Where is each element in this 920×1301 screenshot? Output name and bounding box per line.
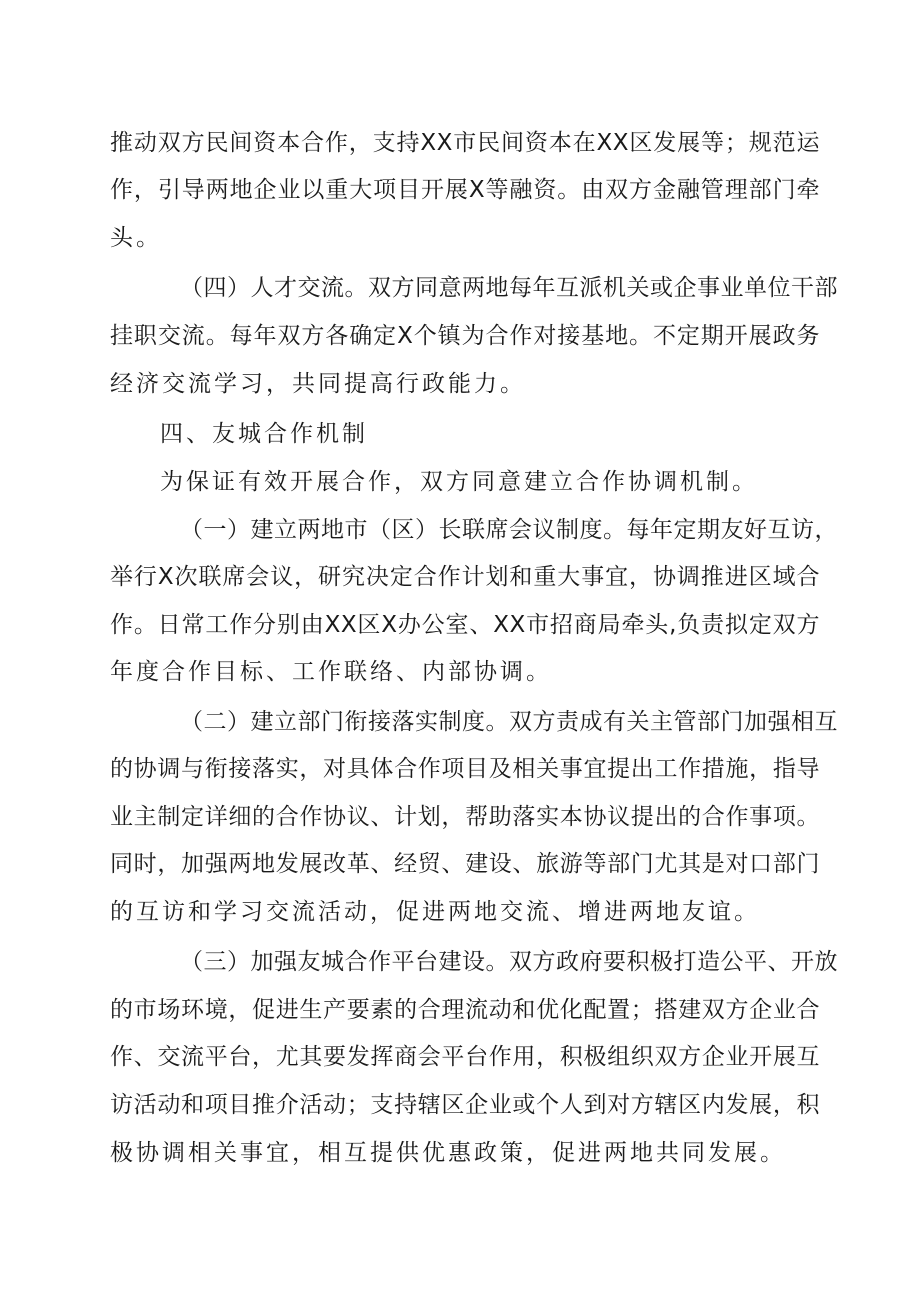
text-line-22: 极协调相关事宜，相互提供优惠政策，促进两地共同发展。 [110, 1140, 786, 1166]
text-line-8: 为保证有效开展合作，双方同意建立合作协调机制。 [160, 469, 758, 495]
text-line-11: 作。日常工作分别由XX区X办公室、XX市招商局牵头,负责拟定双方 [110, 612, 820, 638]
text-line-5: 挂职交流。每年双方各确定X个镇为合作对接基地。不定期开展政务 [110, 323, 820, 349]
text-line-20: 作、交流平台，尤其要发挥商会平台作用，积极组织双方企业开展互 [110, 1044, 820, 1070]
text-line-1: 推动双方民间资本合作，支持XX市民间资本在XX区发展等；规范运 [110, 130, 820, 156]
text-line-12: 年度合作目标、工作联络、内部协调。 [110, 659, 552, 685]
section-4-talent-exchange: （四）人才交流。双方同意两地每年互派机关或企事业单位干部 [180, 275, 838, 301]
subsection-2: （二）建立部门衔接落实制度。双方责成有关主管部门加强相互 [180, 709, 838, 735]
text-line-17: 的互访和学习交流活动，促进两地交流、增进两地友谊。 [110, 899, 760, 925]
text-line-10: 举行X次联席会议，研究决定合作计划和重大事宜，协调推进区域合 [110, 564, 820, 590]
text-line-15: 业主制定详细的合作协议、计划，帮助落实本协议提出的合作事项。 [110, 804, 820, 830]
text-line-3: 头。 [110, 225, 162, 251]
text-line-6: 经济交流学习，共同提高行政能力。 [110, 371, 526, 397]
text-line-2: 作，引导两地企业以重大项目开展X等融资。由双方金融管理部门牵 [110, 177, 820, 203]
text-line-21: 访活动和项目推介活动；支持辖区企业或个人到对方辖区内发展，积 [110, 1092, 820, 1118]
text-line-16: 同时，加强两地发展改革、经贸、建设、旅游等部门尤其是对口部门 [110, 851, 820, 877]
subsection-3: （三）加强友城合作平台建设。双方政府要积极打造公平、开放 [180, 949, 838, 975]
subsection-1: （一）建立两地市（区）长联席会议制度。每年定期友好互访， [180, 517, 838, 543]
section-heading: 四、友城合作机制 [160, 421, 368, 447]
text-line-19: 的市场环境，促进生产要素的合理流动和优化配置；搭建双方企业合 [110, 997, 820, 1023]
text-line-14: 的协调与衔接落实，对具体合作项目及相关事宜提出工作措施，指导 [110, 756, 820, 782]
